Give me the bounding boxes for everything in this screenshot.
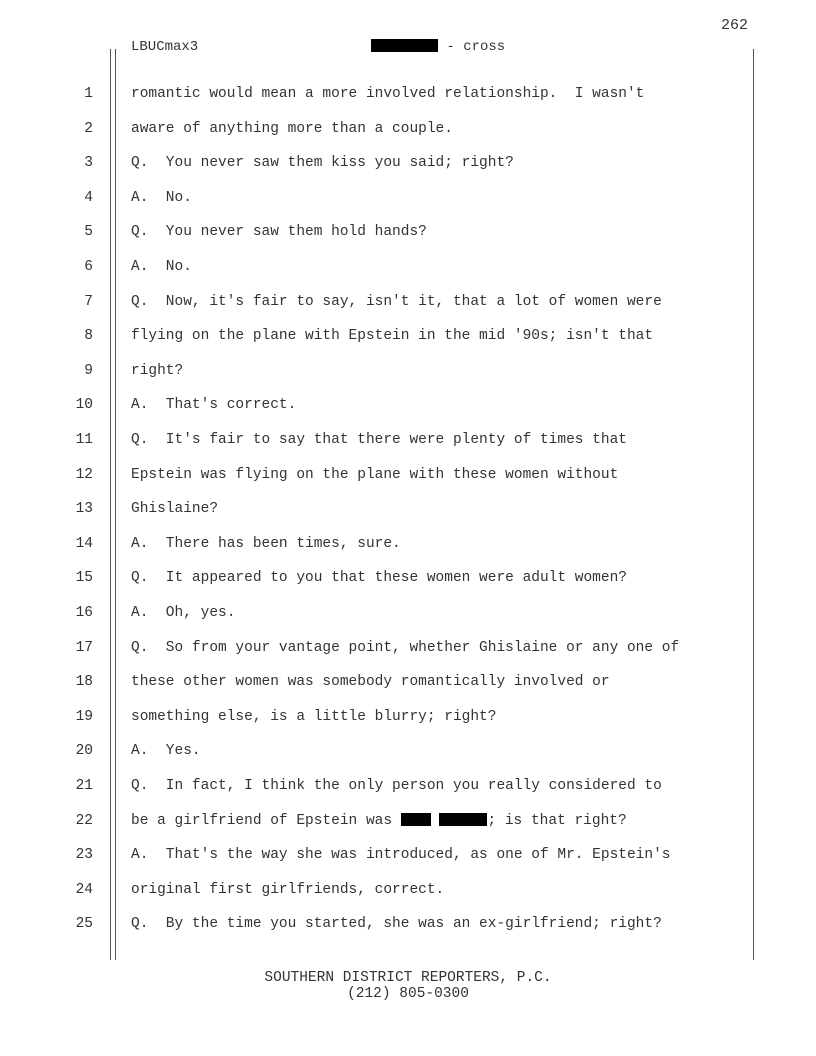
line-number: 18 bbox=[75, 674, 93, 691]
line-number: 24 bbox=[75, 881, 93, 898]
transcript-line-text: something else, is a little blurry; right? bbox=[131, 708, 497, 725]
line-number: 7 bbox=[84, 293, 93, 310]
footer-reporter: SOUTHERN DISTRICT REPORTERS, P.C. bbox=[264, 970, 552, 986]
left-margin-rule-outer bbox=[110, 49, 111, 960]
transcript-line-text: A. Oh, yes. bbox=[131, 605, 236, 621]
transcript-line-text: aware of anything more than a couple. bbox=[131, 120, 453, 137]
transcript-line bbox=[131, 224, 427, 240]
transcript-line-text: A. That's correct. bbox=[131, 397, 297, 414]
transcript-line bbox=[131, 155, 514, 171]
transcript-line-text-after: ; is that right? bbox=[487, 812, 627, 829]
line-number: 8 bbox=[84, 328, 93, 345]
line-number: 23 bbox=[75, 847, 93, 864]
transcript-line-text: Q. So from your vantage point, whether Ghislaine or any one of bbox=[131, 639, 680, 656]
line-number: 21 bbox=[75, 778, 93, 794]
transcript-line-text: romantic would mean a more involved relationship. I wasn't bbox=[131, 86, 645, 102]
transcript-line bbox=[131, 882, 444, 898]
line-number: 15 bbox=[75, 570, 93, 587]
line-number: 5 bbox=[84, 224, 93, 241]
transcript-line bbox=[131, 86, 644, 102]
page-number: 262 bbox=[720, 17, 748, 34]
transcript-line bbox=[131, 813, 627, 829]
line-number: 11 bbox=[75, 432, 93, 448]
redaction-box bbox=[401, 813, 431, 826]
transcript-line bbox=[131, 536, 401, 552]
transcript-line bbox=[131, 363, 183, 379]
redaction-box bbox=[371, 39, 438, 52]
transcript-line-text: flying on the plane with Epstein in the mid '90s; isn't that bbox=[131, 328, 654, 345]
transcript-line bbox=[131, 432, 627, 448]
line-number: 10 bbox=[75, 397, 93, 414]
line-number: 13 bbox=[75, 501, 93, 518]
line-number: 17 bbox=[75, 639, 93, 656]
line-number: 6 bbox=[84, 259, 93, 275]
transcript-line bbox=[131, 501, 218, 517]
transcript-line bbox=[131, 640, 679, 656]
transcript-line bbox=[131, 190, 192, 206]
transcript-line bbox=[131, 328, 653, 344]
header-witness bbox=[371, 39, 505, 55]
line-number: 14 bbox=[75, 535, 93, 552]
right-margin-rule bbox=[753, 49, 754, 960]
transcript-line bbox=[131, 778, 662, 794]
line-number: 12 bbox=[75, 466, 93, 483]
transcript-line-text: right? bbox=[131, 362, 184, 379]
transcript-line-text: Q. Now, it's fair to say, isn't it, that a lot of women were bbox=[131, 293, 662, 310]
line-number: 20 bbox=[75, 743, 93, 760]
transcript-line-text: Q. It appeared to you that these women were adult women? bbox=[131, 570, 627, 587]
transcript-line bbox=[131, 847, 671, 863]
header-case-id: LBUCmax3 bbox=[131, 39, 199, 55]
transcript-line-text: A. There has been times, sure. bbox=[131, 535, 401, 552]
line-number: 1 bbox=[84, 86, 93, 102]
line-number: 3 bbox=[84, 155, 93, 172]
transcript-line-text: Epstein was flying on the plane with these women without bbox=[131, 466, 619, 483]
transcript-line bbox=[131, 467, 618, 483]
transcript-line-text: A. No. bbox=[131, 189, 192, 206]
header-section: - cross bbox=[438, 39, 506, 55]
transcript-line-text: original first girlfriends, correct. bbox=[131, 881, 445, 898]
transcript-line-text: Q. You never saw them kiss you said; right? bbox=[131, 155, 514, 172]
transcript-line-text: A. Yes. bbox=[131, 743, 201, 760]
transcript-line bbox=[131, 605, 235, 621]
transcript-line-text: Ghislaine? bbox=[131, 501, 219, 518]
transcript-line bbox=[131, 570, 627, 586]
transcript-line-text: Q. By the time you started, she was an ex-girlfriend; right? bbox=[131, 916, 662, 933]
transcript-line bbox=[131, 674, 610, 690]
transcript-line bbox=[131, 294, 662, 310]
line-number: 9 bbox=[84, 362, 93, 379]
transcript-line-text: these other women was somebody romantically involved or bbox=[131, 674, 610, 691]
line-number: 2 bbox=[84, 120, 93, 137]
left-margin-rule-inner bbox=[115, 49, 116, 960]
footer bbox=[0, 970, 816, 1002]
transcript-line bbox=[131, 916, 662, 932]
transcript-line bbox=[131, 397, 296, 413]
redaction-box bbox=[439, 813, 487, 826]
line-number: 25 bbox=[75, 916, 93, 933]
transcript-line bbox=[131, 743, 201, 759]
transcript-line-text: Q. It's fair to say that there were plenty of times that bbox=[131, 432, 627, 448]
line-number: 16 bbox=[75, 605, 93, 621]
transcript-line bbox=[131, 709, 496, 725]
line-number: 4 bbox=[84, 189, 93, 206]
transcript-line-text: Q. In fact, I think the only person you really considered to bbox=[131, 778, 662, 794]
line-number: 19 bbox=[75, 708, 93, 725]
transcript-line-text: A. No. bbox=[131, 259, 192, 275]
transcript-line bbox=[131, 121, 453, 137]
footer-phone: (212) 805-0300 bbox=[347, 986, 469, 1002]
transcript-line bbox=[131, 259, 192, 275]
transcript-line-text: be a girlfriend of Epstein was bbox=[131, 812, 393, 829]
line-number: 22 bbox=[75, 812, 93, 829]
transcript-line-text: A. That's the way she was introduced, as one of Mr. Epstein's bbox=[131, 847, 671, 864]
transcript-line-text: Q. You never saw them hold hands? bbox=[131, 224, 427, 241]
